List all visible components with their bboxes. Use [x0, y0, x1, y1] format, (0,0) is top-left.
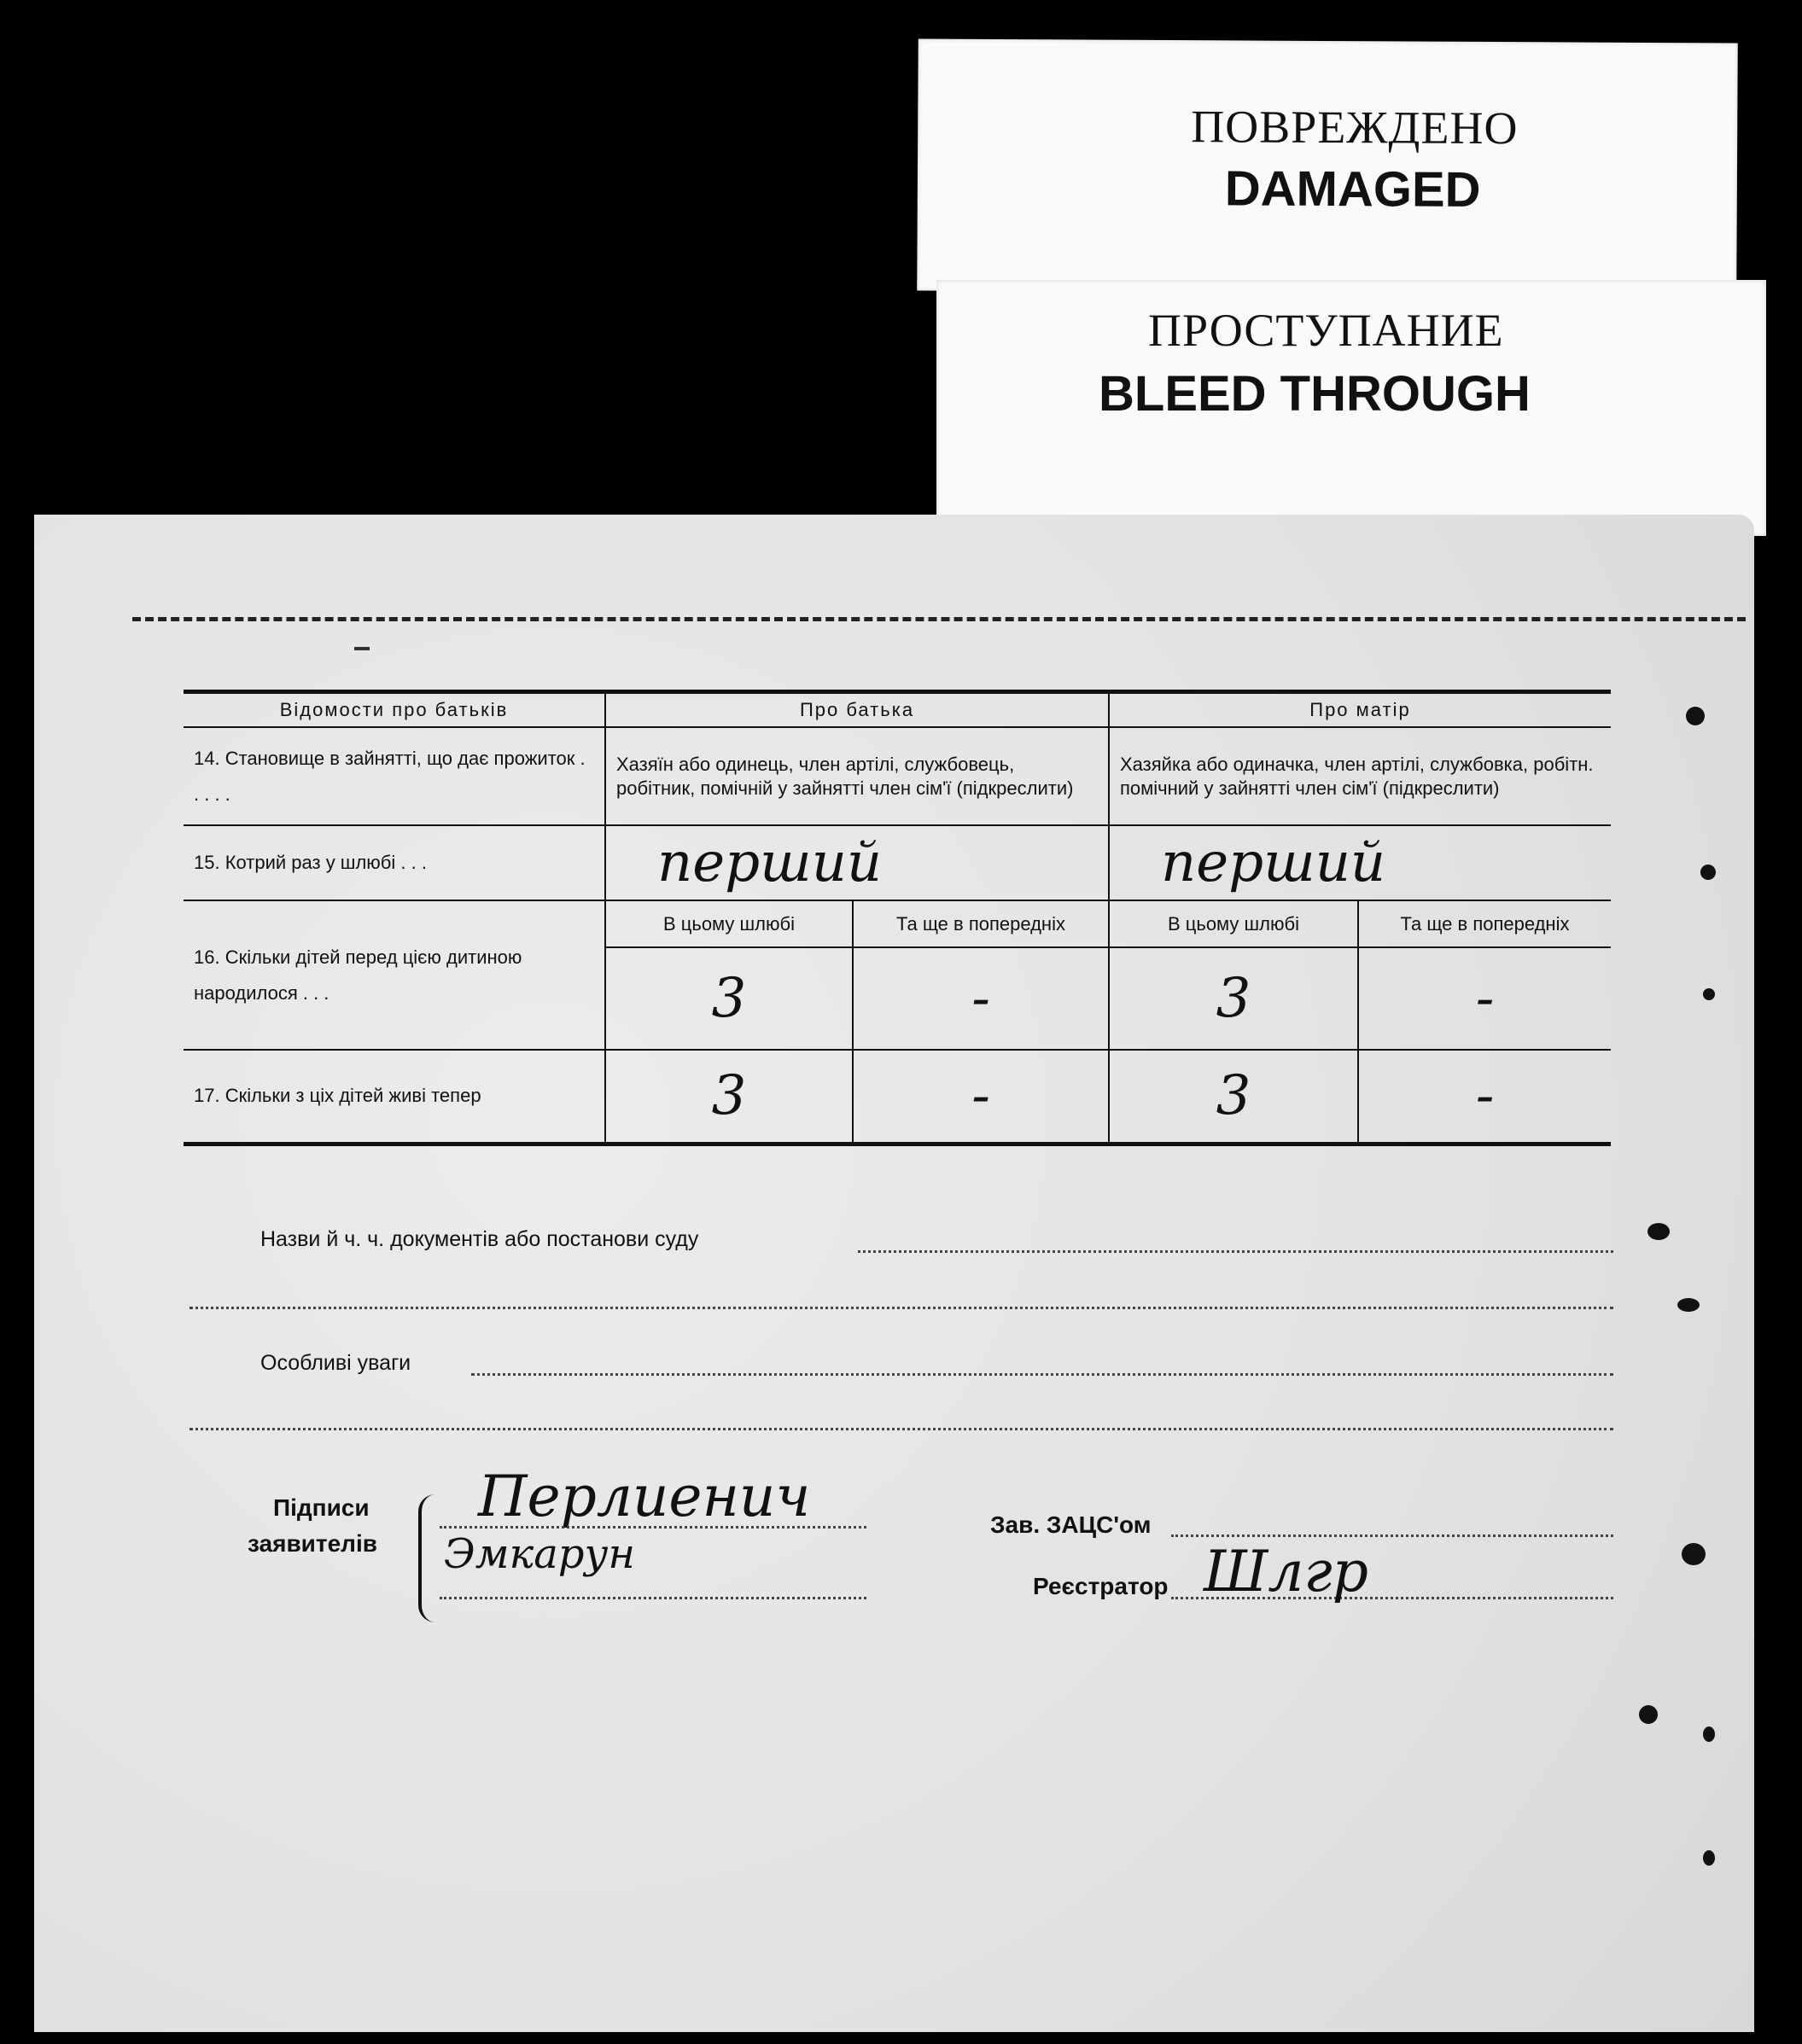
table-header-row [184, 692, 1611, 728]
binding-hole [1703, 1850, 1715, 1866]
row-16-mother-prev: - [1358, 947, 1611, 1050]
binding-hole [1647, 1223, 1670, 1240]
row-14-mother: Хазяйка або одиначка, член артілі, службовка, робітн. помічний у зайнятті член сім'ї (підкреслити) [1109, 727, 1611, 825]
head-label: Зав. ЗАЦС'ом [990, 1511, 1152, 1538]
signatures-bracket [418, 1494, 439, 1622]
binding-hole [1700, 865, 1716, 880]
col-info-header: Відомости про батьків [184, 692, 605, 728]
row-15-mother: перший [1109, 825, 1611, 900]
row-15-label: 15. Котрий раз у шлюбі . . . [184, 825, 605, 900]
binding-hole [1703, 1727, 1715, 1742]
head-line [1171, 1534, 1613, 1537]
row-17-father-this: 3 [605, 1050, 853, 1144]
damaged-label-ru: ПОВРЕЖДЕНО [1191, 101, 1519, 154]
row-17-mother-prev: - [1358, 1050, 1611, 1144]
documents-line-2 [190, 1307, 1613, 1309]
row-16-label: 16. Скільки дітей перед цією дитиною народилося . . . [184, 900, 605, 1050]
registrar-signature: Шлгр [1204, 1539, 1368, 1604]
col-father-header: Про батька [605, 692, 1109, 728]
row-17-father-prev: - [853, 1050, 1109, 1144]
signature-2: Эмкарун [444, 1530, 635, 1578]
binding-hole [1703, 988, 1715, 1000]
mother-previous-header: Та ще в попередніх [1358, 900, 1611, 947]
binding-hole [1677, 1298, 1700, 1312]
mother-this-marriage-header: В цьому шлюбі [1109, 900, 1358, 947]
documents-line [858, 1250, 1613, 1253]
damaged-label [917, 38, 1738, 294]
signatures-label-1: Підписи [273, 1494, 370, 1521]
registrar-label: Реєстратор [1033, 1573, 1169, 1599]
col-mother-header: Про матір [1109, 692, 1611, 728]
signature-1-line [440, 1526, 866, 1529]
row-17-label: 17. Скільки з ціх дітей живі тепер [184, 1050, 605, 1144]
remarks-line [471, 1373, 1613, 1376]
remarks-label: Особливі уваги [260, 1351, 411, 1375]
binding-hole [1639, 1705, 1658, 1724]
document-sheet [34, 515, 1754, 2032]
row-14-father: Хазяїн або одинець, член артілі, службовець, робітник, помічній у зайнятті член сім'ї (підкреслити) [605, 727, 1109, 825]
father-previous-header: Та ще в попередніх [853, 900, 1109, 947]
signatures-label-2: заявителів [248, 1530, 377, 1557]
parents-info-table [184, 690, 1611, 1146]
signature-1: Перлиенич [478, 1464, 811, 1529]
documents-label: Назви й ч. ч. документів або постанови суду [260, 1227, 699, 1251]
row-14-label: 14. Становище в зайнятті, що дає прожиток . . . . . [184, 727, 605, 825]
remarks-line-2 [190, 1428, 1613, 1430]
row-16-father-prev: - [853, 947, 1109, 1050]
bleed-through-label-en: BLEED THROUGH [1099, 366, 1531, 422]
tear-mark [354, 647, 370, 650]
row-16-mother-this: 3 [1109, 947, 1358, 1050]
bleed-through-label-ru: ПРОСТУПАНИЕ [1148, 305, 1504, 356]
row-17-mother-this: 3 [1109, 1050, 1358, 1144]
signature-2-line [440, 1597, 866, 1599]
binding-hole [1686, 707, 1705, 725]
father-this-marriage-header: В цьому шлюбі [605, 900, 853, 947]
table-row-17 [184, 1050, 1611, 1144]
binding-hole [1682, 1543, 1706, 1565]
table-row-14 [184, 727, 1611, 825]
table-row-15 [184, 825, 1611, 900]
tear-line [132, 617, 1746, 621]
row-16-father-this: 3 [605, 947, 853, 1050]
damaged-label-en: DAMAGED [1224, 160, 1481, 218]
row-15-father: перший [605, 825, 1109, 900]
bleed-through-label [936, 280, 1766, 536]
table-subheader-row [184, 900, 1611, 947]
